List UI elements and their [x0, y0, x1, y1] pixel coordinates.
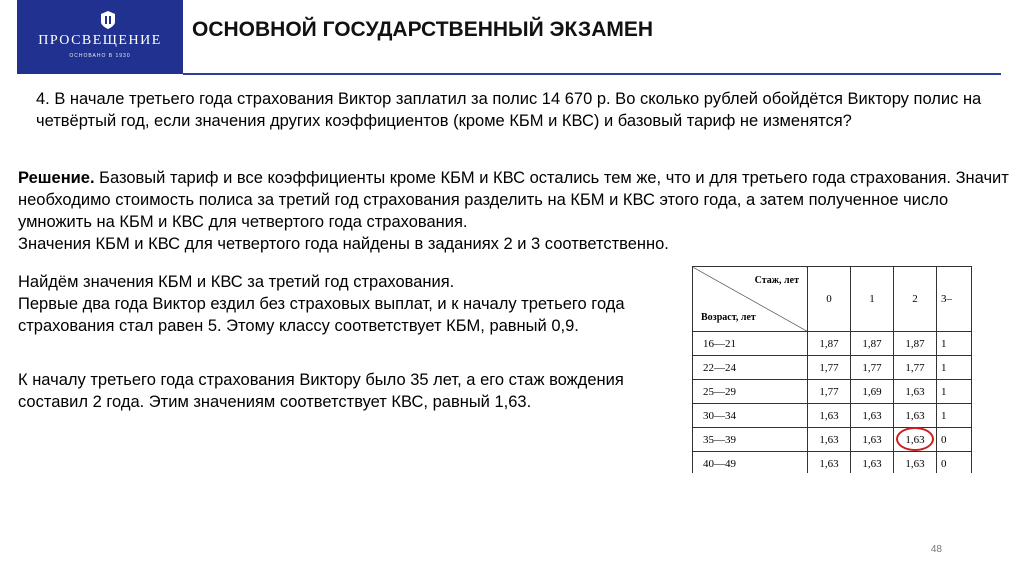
age-cell: 25—29: [693, 380, 808, 404]
age-cell: 30—34: [693, 404, 808, 428]
table-cell: 1: [937, 380, 972, 404]
table-row: [693, 332, 972, 356]
table-cell: 1,77: [808, 380, 851, 404]
table-cell: 1,69: [851, 380, 894, 404]
highlight-circle: [896, 427, 934, 451]
table-cell: 1,63: [808, 404, 851, 428]
kvs-paragraph: К началу третьего года страхования Виктору было 35 лет, а его стаж вождения составил 2 года. Этим значениям соответствует КВС, равный 1,63.: [18, 371, 624, 411]
solution-label: Решение.: [18, 169, 95, 187]
table-cell: 1,87: [894, 332, 937, 356]
experience-header: Стаж, лет: [754, 275, 799, 286]
age-cell: 16—21: [693, 332, 808, 356]
table-cell: 0: [937, 452, 972, 474]
table-cell: 1,77: [808, 356, 851, 380]
table-cell: 1: [937, 332, 972, 356]
table-cell: 1,63: [851, 404, 894, 428]
highlighted-cell: [894, 428, 937, 452]
column-header: 1: [851, 267, 894, 332]
column-header: 0: [808, 267, 851, 332]
kbm-line2: Первые два года Виктор ездил без страховых выплат, и к началу третьего года страхования стал равен 5. Этому классу соответствует КБМ, равный 0,9.: [18, 295, 625, 335]
table-cell: 1,77: [894, 356, 937, 380]
table-cell: 1: [937, 404, 972, 428]
kbm-line1: Найдём значения КБМ и КВС за третий год страхования.: [18, 273, 455, 291]
age-cell: 22—24: [693, 356, 808, 380]
solution-text: Базовый тариф и все коэффициенты кроме КБМ и КВС остались тем же, что и для третьего года страхования. Значит необходимо стоимость полиса за третий год страхования разделить на КБМ и КВС этого года, а затем полученное число умножить на КБМ и КВС для четвертого года страхования.: [18, 169, 1009, 231]
table-cell: 1,77: [851, 356, 894, 380]
task-text: 4. В начале третьего года страхования Виктор заплатил за полис 14 670 р. Во сколько рублей обойдётся Виктору полис на четвёртый год, если значения других коэффициентов (кроме КБМ и КВС) и базовый тариф не изменятся?: [36, 90, 982, 130]
page-title: ОСНОВНОЙ ГОСУДАРСТВЕННЫЙ ЭКЗАМЕН: [192, 18, 654, 41]
table-corner-header: [693, 267, 808, 332]
table-cell: 1,87: [808, 332, 851, 356]
table-cell: 1,87: [851, 332, 894, 356]
page-number: 48: [930, 544, 942, 555]
table-row: [693, 380, 972, 404]
header-divider: [183, 73, 1001, 75]
table-row: [693, 452, 972, 474]
table-row: [693, 404, 972, 428]
table-cell: 1,63: [894, 452, 937, 474]
age-cell: 40—49: [693, 452, 808, 474]
age-cell: 35—39: [693, 428, 808, 452]
logo-name: ПРОСВЕЩЕНИЕ: [38, 33, 162, 48]
highlighted-value: 1,63: [905, 433, 925, 446]
table-row: [693, 356, 972, 380]
kvs-table-container: [692, 266, 977, 473]
table-cell: 1,63: [808, 452, 851, 474]
age-header: Возраст, лет: [701, 312, 756, 323]
table-cell: 1,63: [894, 404, 937, 428]
solution-line2: Значения КБМ и КВС для четвертого года найдены в заданиях 2 и 3 соответственно.: [18, 235, 669, 253]
column-header: 3–: [937, 267, 972, 332]
table-row: [693, 428, 972, 452]
table-cell: 1,63: [894, 380, 937, 404]
logo-subtitle: ОСНОВАНО В 1930: [69, 53, 131, 59]
table-cell: 1: [937, 356, 972, 380]
table-cell: 1,63: [808, 428, 851, 452]
kbm-paragraph: [18, 271, 678, 337]
kvs-table: [692, 266, 972, 473]
table-cell: 0: [937, 428, 972, 452]
table-header-row: [693, 267, 972, 332]
column-header: 2: [894, 267, 937, 332]
prosveshchenie-logo: [17, 0, 183, 74]
table-cell: 1,63: [851, 452, 894, 474]
solution-block: [18, 167, 1018, 255]
table-cell: 1,63: [851, 428, 894, 452]
logo-emblem-icon: [100, 10, 116, 35]
